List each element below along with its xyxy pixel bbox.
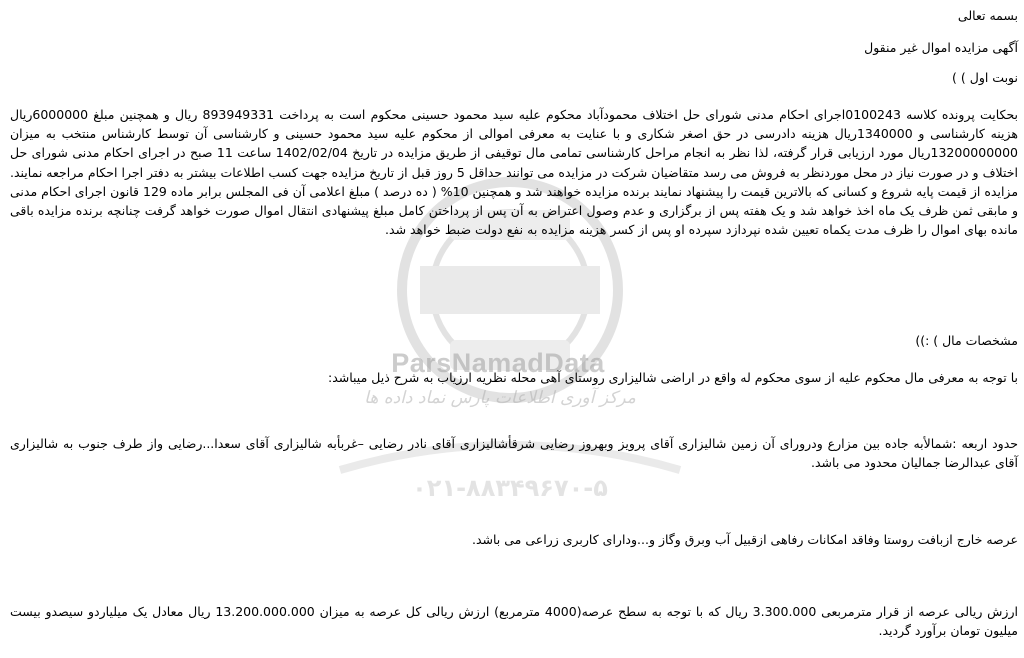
property-specs-heading: مشخصات مال ) :)) <box>915 333 1018 348</box>
watermark-phone: ۰۲۱-۸۸۳۴۹۶۷۰-۵ <box>412 474 608 502</box>
case-details-paragraph: بحکایت پرونده کلاسه 0100243اجرای احکام مدنی شورای حل اختلاف محمودآباد محکوم علیه سید محمود حسینی محکوم است به پرداخت 893949331 ریال و همچنین مبلغ 6000000ریال هزینه کارشناسی و 1340000ریال هزینه دادرسی در حق اصغر شکاری و با عنایت به معرفی اموالی از محکوم علیه سید محمود حسینی و کارشناسی آن توسط کارشناس منتخب به میزان 13200000000ریال مورد ارزیابی قرار گرفته، لذا نظر به انجام مراحل کارشناسی تمامی مال توقیفی از طریق مزایده در تاریخ 1402/02/04 ساعت 11 صبح در اجرای احکام مدنی شورای حل اختلاف و در صورت نیاز در محل موردنظر به فروش می رسد متقاضیان شرکت در مزایده می توانند حداقل 5 روز قبل از تاریخ مزایده جهت کسب اطلاعات بیشتر به دفتر اجرا احکام مراجعه نمایند. مزایده از قیمت پایه شروع و کسانی که بالاترین قیمت را پیشنهاد نمایند برنده مزایده خواهند شد و همچنین 10% ( ده درصد ) مبلغ اعلامی آن فی المجلس برابر ماده 129 قانون اجرای احکام مدنی و مابقی ثمن ظرف یک ماه اخذ خواهد شد و یک هفته پس از برگزاری و عدم وصول اعتراض به آن پس از پرداختن کامل مبلغ پیشنهادی انتقال اموال صورت خواهد گرفت چنانچه برنده مزایده باقی مانده بهای اموال را ظرف مدت یکماه تعیین شده نپردازد سپرده او پس از کسر هزینه مزایده به نفع دولت ضبط خواهد شد. <box>10 107 1019 238</box>
invocation-heading: بسمه تعالی <box>957 8 1018 23</box>
property-specs-intro: با توجه به معرفی مال محکوم علیه از سوی محکوم له واقع در اراضی شالیزاری روستای آهی محله نظریه ارزیاب به شرح ذیل میباشد: <box>327 370 1018 385</box>
notice-round: نوبت اول ) ) <box>952 70 1018 85</box>
property-valuation: ارزش ریالی عرصه از قرار مترمربعی 3.300.000 ریال که با توجه به سطح عرصه(4000 مترمربع) ارزش ریالی کل عرصه به میزان 13.200.000.000 ریال معادل یک میلیاردو سیصدو بیست میلیون تومان برآورد گردید. <box>10 604 1018 639</box>
watermark-subtitle: مرکز آوری اطلاعات پارس نماد داده ها <box>364 388 636 408</box>
watermark-brand: ParsNamadData <box>391 348 605 378</box>
property-boundaries: حدود اربعه :شمالأبه جاده بین مزارع ودرورای آن زمین شالیزاری آقای پرویز وبهروز رضایی شرقأشالیزاری آقای نادر رضایی –غربأبه شالیزاری آقای سعدا...رضایی واز طرف جنوب به شالیزاری آقای عبدالرضا جمالیان محدود می باشد. <box>10 436 1018 471</box>
notice-title: آگهی مزایده اموال غیر منقول <box>864 40 1018 55</box>
land-status: عرصه خارج ازبافت روستا وفاقد امکانات رفاهی ازقبیل آب وبرق وگاز و...ودارای کاربری زراعی می باشد. <box>471 532 1018 547</box>
